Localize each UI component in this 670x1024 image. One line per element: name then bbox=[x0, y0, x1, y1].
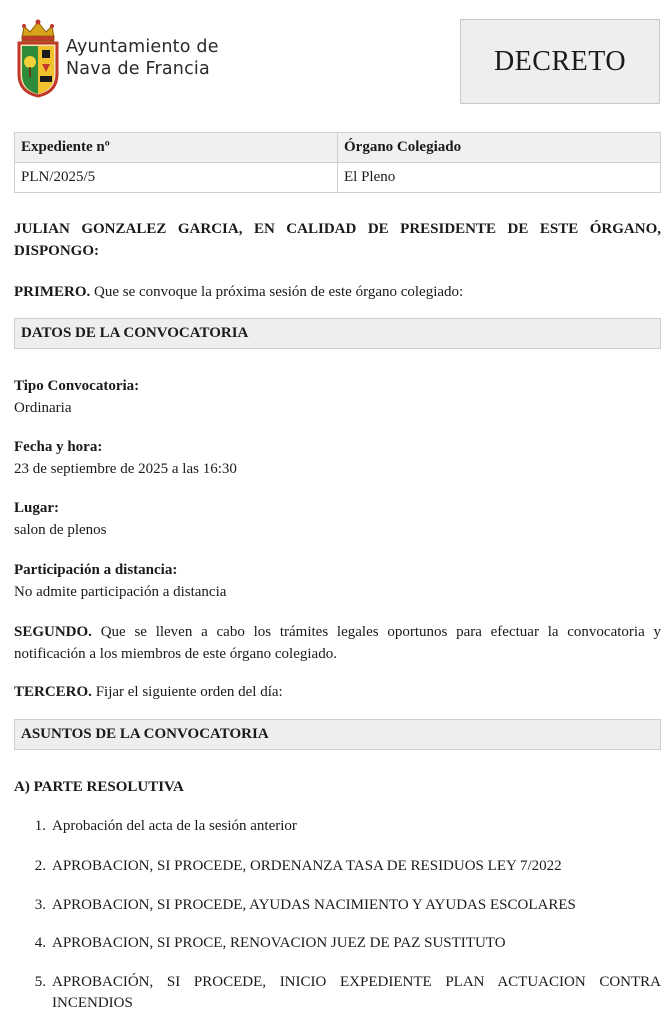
segundo-text: Que se lleven a cabo los trámites legales oportunos para efectuar la convocatoria y notificación a los miembros de este órgano colegiado. bbox=[14, 624, 661, 662]
table-header-row bbox=[15, 133, 661, 163]
primero-label: PRIMERO. bbox=[14, 284, 91, 300]
cell-expediente: PLN/2025/5 bbox=[15, 163, 338, 193]
field-fecha-hora bbox=[14, 436, 661, 480]
list-item bbox=[14, 895, 661, 916]
field-label: Fecha y hora: bbox=[14, 439, 103, 455]
field-label: Participación a distancia: bbox=[14, 562, 178, 578]
item-text: APROBACION, SI PROCEDE, AYUDAS NACIMIENTO Y AYUDAS ESCOLARES bbox=[52, 897, 576, 913]
expediente-table bbox=[14, 132, 661, 193]
field-value: No admite participación a distancia bbox=[14, 584, 227, 600]
field-label: Lugar: bbox=[14, 500, 59, 516]
field-value: 23 de septiembre de 2025 a las 16:30 bbox=[14, 461, 237, 477]
primero-paragraph bbox=[14, 281, 661, 303]
item-text: APROBACIÓN, SI PROCEDE, INICIO EXPEDIENTE PLAN ACTUACION CONTRA INCENDIOS bbox=[52, 974, 661, 1011]
item-number: 4. bbox=[34, 935, 46, 951]
org-name-line2: Nava de Francia bbox=[66, 59, 210, 79]
tercero-text: Fijar el siguiente orden del día: bbox=[91, 684, 283, 700]
primero-text: Que se convoque la próxima sesión de este órgano colegiado: bbox=[90, 284, 464, 300]
segundo-paragraph bbox=[14, 621, 661, 665]
document-type-label: DECRETO bbox=[493, 45, 627, 77]
list-item bbox=[14, 856, 661, 877]
tercero-label: TERCERO. bbox=[14, 684, 92, 700]
column-header-organo: Órgano Colegiado bbox=[338, 133, 661, 163]
segundo-label: SEGUNDO. bbox=[14, 624, 92, 640]
field-participacion bbox=[14, 559, 661, 603]
field-value: Ordinaria bbox=[14, 400, 72, 416]
item-text: APROBACION, SI PROCE, RENOVACION JUEZ DE PAZ SUSTITUTO bbox=[52, 935, 506, 951]
list-item bbox=[14, 933, 661, 954]
datos-section-header: DATOS DE LA CONVOCATORIA bbox=[14, 318, 661, 349]
field-value: salon de plenos bbox=[14, 522, 107, 538]
tercero-paragraph bbox=[14, 681, 661, 703]
item-number: 1. bbox=[34, 818, 46, 834]
item-number: 2. bbox=[34, 858, 46, 874]
item-text: Aprobación del acta de la sesión anterior bbox=[52, 818, 297, 834]
intro-statement: JULIAN GONZALEZ GARCIA, EN CALIDAD DE PRESIDENTE DE ESTE ÓRGANO, DISPONGO: bbox=[14, 221, 661, 259]
document-type-box bbox=[460, 19, 660, 104]
field-tipo-convocatoria bbox=[14, 375, 661, 419]
field-lugar bbox=[14, 497, 661, 541]
list-item bbox=[14, 816, 661, 837]
table-row bbox=[15, 163, 661, 193]
cell-organo: El Pleno bbox=[338, 163, 661, 193]
organization-name bbox=[66, 36, 219, 80]
agenda-list bbox=[14, 816, 661, 1024]
document-header bbox=[0, 0, 670, 120]
item-text: APROBACION, SI PROCEDE, ORDENANZA TASA DE RESIDUOS LEY 7/2022 bbox=[52, 858, 562, 874]
coat-of-arms-logo bbox=[14, 18, 62, 98]
column-header-expediente: Expediente nº bbox=[15, 133, 338, 163]
field-label: Tipo Convocatoria: bbox=[14, 378, 140, 394]
parte-resolutiva-heading: A) PARTE RESOLUTIVA bbox=[14, 779, 184, 795]
asuntos-section-header: ASUNTOS DE LA CONVOCATORIA bbox=[14, 719, 661, 750]
list-item bbox=[14, 972, 661, 1014]
item-number: 5. bbox=[34, 974, 46, 990]
org-name-line1: Ayuntamiento de bbox=[66, 37, 219, 57]
item-number: 3. bbox=[34, 897, 46, 913]
